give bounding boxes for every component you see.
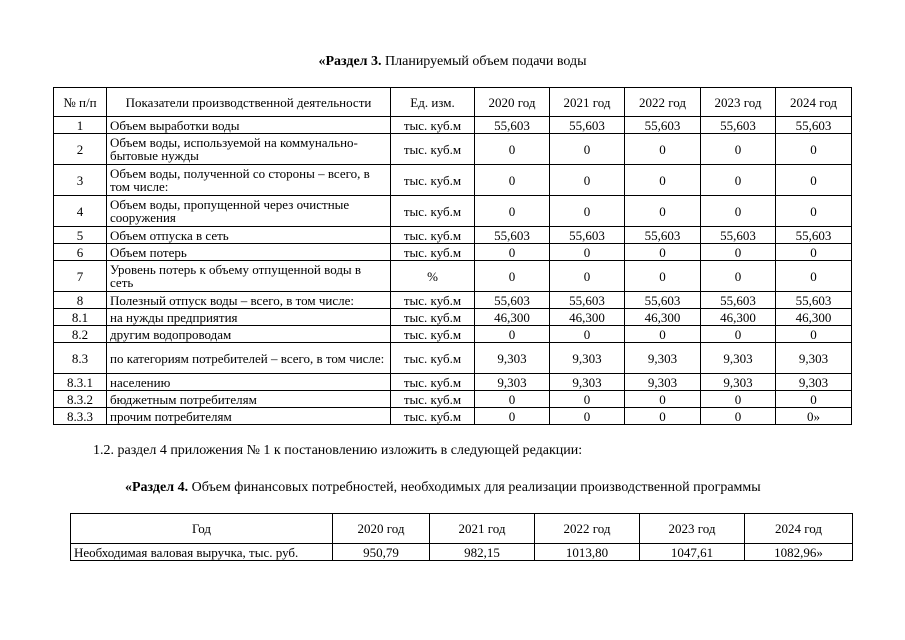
cell-value: 0 (701, 196, 776, 227)
cell-indicator: Уровень потерь к объему отпущенной воды в сеть (107, 261, 391, 292)
cell-unit: тыс. куб.м (391, 292, 475, 309)
header-year-label: Год (71, 514, 333, 544)
cell-unit: тыс. куб.м (391, 408, 475, 425)
header-year: 2023 год (640, 514, 745, 544)
cell-indicator: бюджетным потребителям (107, 391, 391, 408)
cell-value: 1082,96» (745, 544, 853, 561)
cell-num: 8.1 (54, 309, 107, 326)
table-row (54, 134, 852, 165)
cell-num: 2 (54, 134, 107, 165)
header-indicator: Показатели производственной деятельности (107, 88, 391, 117)
cell-unit: % (391, 261, 475, 292)
header-year: 2022 год (625, 88, 701, 117)
cell-num: 8.3.2 (54, 391, 107, 408)
cell-value: 0 (701, 391, 776, 408)
cell-value: 55,603 (701, 117, 776, 134)
cell-value: 9,303 (776, 374, 852, 391)
cell-value: 0 (701, 408, 776, 425)
cell-value: 0 (475, 244, 550, 261)
cell-unit: тыс. куб.м (391, 374, 475, 391)
cell-value: 55,603 (475, 292, 550, 309)
cell-value: 0 (475, 196, 550, 227)
cell-value: 0 (776, 326, 852, 343)
table-row (54, 343, 852, 374)
cell-value: 0 (625, 391, 701, 408)
cell-indicator: Объем воды, полученной со стороны – всего, в том числе: (107, 165, 391, 196)
section3-title-bold: «Раздел 3. (318, 54, 382, 69)
cell-indicator: Объем отпуска в сеть (107, 227, 391, 244)
header-year: 2024 год (776, 88, 852, 117)
cell-value: 0 (550, 165, 625, 196)
cell-value: 0 (625, 244, 701, 261)
cell-value: 0 (701, 261, 776, 292)
row-label: Необходимая валовая выручка, тыс. руб. (71, 544, 333, 561)
cell-value: 55,603 (776, 117, 852, 134)
cell-value: 0 (776, 165, 852, 196)
cell-indicator: Объем воды, пропущенной через очистные сооружения (107, 196, 391, 227)
cell-value: 0 (776, 134, 852, 165)
cell-value: 0 (625, 408, 701, 425)
cell-unit: тыс. куб.м (391, 196, 475, 227)
cell-value: 46,300 (475, 309, 550, 326)
cell-value: 9,303 (625, 374, 701, 391)
cell-value: 55,603 (475, 227, 550, 244)
cell-value: 55,603 (475, 117, 550, 134)
table-row (71, 544, 853, 561)
cell-value: 0 (776, 244, 852, 261)
table-row (54, 244, 852, 261)
cell-indicator: другим водопроводам (107, 326, 391, 343)
cell-indicator: Полезный отпуск воды – всего, в том числе: (107, 292, 391, 309)
cell-value: 55,603 (625, 292, 701, 309)
cell-value: 9,303 (701, 374, 776, 391)
header-unit: Ед. изм. (391, 88, 475, 117)
cell-value: 0 (625, 326, 701, 343)
cell-num: 8.3.1 (54, 374, 107, 391)
cell-num: 8.3.3 (54, 408, 107, 425)
header-year: 2021 год (430, 514, 535, 544)
cell-value: 55,603 (701, 292, 776, 309)
cell-value: 55,603 (776, 292, 852, 309)
table-header-row (71, 514, 853, 544)
cell-value: 55,603 (550, 292, 625, 309)
cell-value: 55,603 (776, 227, 852, 244)
cell-value: 9,303 (701, 343, 776, 374)
cell-unit: тыс. куб.м (391, 244, 475, 261)
cell-value: 0 (550, 408, 625, 425)
table-row (54, 227, 852, 244)
section4-title (125, 480, 761, 496)
cell-value: 0 (550, 196, 625, 227)
table-row (54, 196, 852, 227)
water-supply-table (53, 87, 852, 425)
header-num: № п/п (54, 88, 107, 117)
header-year: 2020 год (333, 514, 430, 544)
cell-value: 0 (625, 165, 701, 196)
cell-num: 4 (54, 196, 107, 227)
cell-value: 1047,61 (640, 544, 745, 561)
cell-value: 55,603 (550, 227, 625, 244)
cell-value: 1013,80 (535, 544, 640, 561)
table-row (54, 374, 852, 391)
cell-value: 9,303 (550, 343, 625, 374)
cell-unit: тыс. куб.м (391, 326, 475, 343)
table-row (54, 391, 852, 408)
cell-unit: тыс. куб.м (391, 309, 475, 326)
header-year: 2023 год (701, 88, 776, 117)
section4-title-bold: «Раздел 4. (125, 480, 189, 495)
cell-indicator: Объем выработки воды (107, 117, 391, 134)
section3-title-text: Планируемый объем подачи воды (381, 54, 587, 69)
cell-indicator: населению (107, 374, 391, 391)
cell-indicator: Объем потерь (107, 244, 391, 261)
cell-value: 950,79 (333, 544, 430, 561)
cell-value: 0 (475, 165, 550, 196)
cell-value: 0 (475, 391, 550, 408)
section3-title (0, 54, 905, 70)
cell-value: 55,603 (550, 117, 625, 134)
cell-unit: тыс. куб.м (391, 165, 475, 196)
table-row (54, 292, 852, 309)
cell-value: 0 (701, 244, 776, 261)
section4-title-text: Объем финансовых потребностей, необходимых для реализации производственной программы (188, 480, 761, 495)
header-year: 2024 год (745, 514, 853, 544)
cell-num: 8.3 (54, 343, 107, 374)
header-year: 2021 год (550, 88, 625, 117)
cell-indicator: прочим потребителям (107, 408, 391, 425)
cell-value: 0 (776, 261, 852, 292)
cell-indicator: по категориям потребителей – всего, в том числе: (107, 343, 391, 374)
table-row (54, 326, 852, 343)
cell-indicator: на нужды предприятия (107, 309, 391, 326)
cell-value: 0 (475, 408, 550, 425)
cell-value: 0 (550, 244, 625, 261)
cell-value: 46,300 (776, 309, 852, 326)
cell-num: 7 (54, 261, 107, 292)
table-row (54, 408, 852, 425)
cell-value: 55,603 (625, 227, 701, 244)
cell-num: 6 (54, 244, 107, 261)
cell-num: 5 (54, 227, 107, 244)
cell-value: 0 (550, 261, 625, 292)
cell-value: 46,300 (701, 309, 776, 326)
cell-value: 0 (475, 134, 550, 165)
cell-value: 55,603 (625, 117, 701, 134)
cell-value: 0 (625, 134, 701, 165)
cell-unit: тыс. куб.м (391, 391, 475, 408)
cell-unit: тыс. куб.м (391, 227, 475, 244)
amendment-paragraph: 1.2. раздел 4 приложения № 1 к постановлению изложить в следующей редакции: (93, 443, 583, 458)
cell-value: 0 (701, 326, 776, 343)
cell-unit: тыс. куб.м (391, 134, 475, 165)
table-row (54, 309, 852, 326)
cell-value: 0 (701, 134, 776, 165)
cell-value: 982,15 (430, 544, 535, 561)
cell-indicator: Объем воды, используемой на коммунально-бытовые нужды (107, 134, 391, 165)
cell-value: 0 (550, 391, 625, 408)
cell-value: 0 (776, 196, 852, 227)
cell-num: 8.2 (54, 326, 107, 343)
cell-num: 8 (54, 292, 107, 309)
cell-value: 9,303 (776, 343, 852, 374)
financial-needs-table (70, 513, 853, 561)
cell-value: 9,303 (475, 374, 550, 391)
cell-num: 3 (54, 165, 107, 196)
cell-value: 0» (776, 408, 852, 425)
cell-value: 0 (701, 165, 776, 196)
cell-value: 55,603 (701, 227, 776, 244)
cell-value: 0 (776, 391, 852, 408)
table-row (54, 165, 852, 196)
cell-num: 1 (54, 117, 107, 134)
header-year: 2022 год (535, 514, 640, 544)
cell-value: 9,303 (475, 343, 550, 374)
cell-unit: тыс. куб.м (391, 343, 475, 374)
header-year: 2020 год (475, 88, 550, 117)
table-row (54, 261, 852, 292)
cell-value: 9,303 (625, 343, 701, 374)
cell-value: 0 (625, 261, 701, 292)
table-header-row (54, 88, 852, 117)
table-row (54, 117, 852, 134)
cell-unit: тыс. куб.м (391, 117, 475, 134)
cell-value: 0 (550, 326, 625, 343)
cell-value: 0 (550, 134, 625, 165)
water-supply-table-body (54, 117, 852, 425)
cell-value: 46,300 (625, 309, 701, 326)
cell-value: 0 (475, 326, 550, 343)
cell-value: 46,300 (550, 309, 625, 326)
cell-value: 9,303 (550, 374, 625, 391)
cell-value: 0 (625, 196, 701, 227)
cell-value: 0 (475, 261, 550, 292)
